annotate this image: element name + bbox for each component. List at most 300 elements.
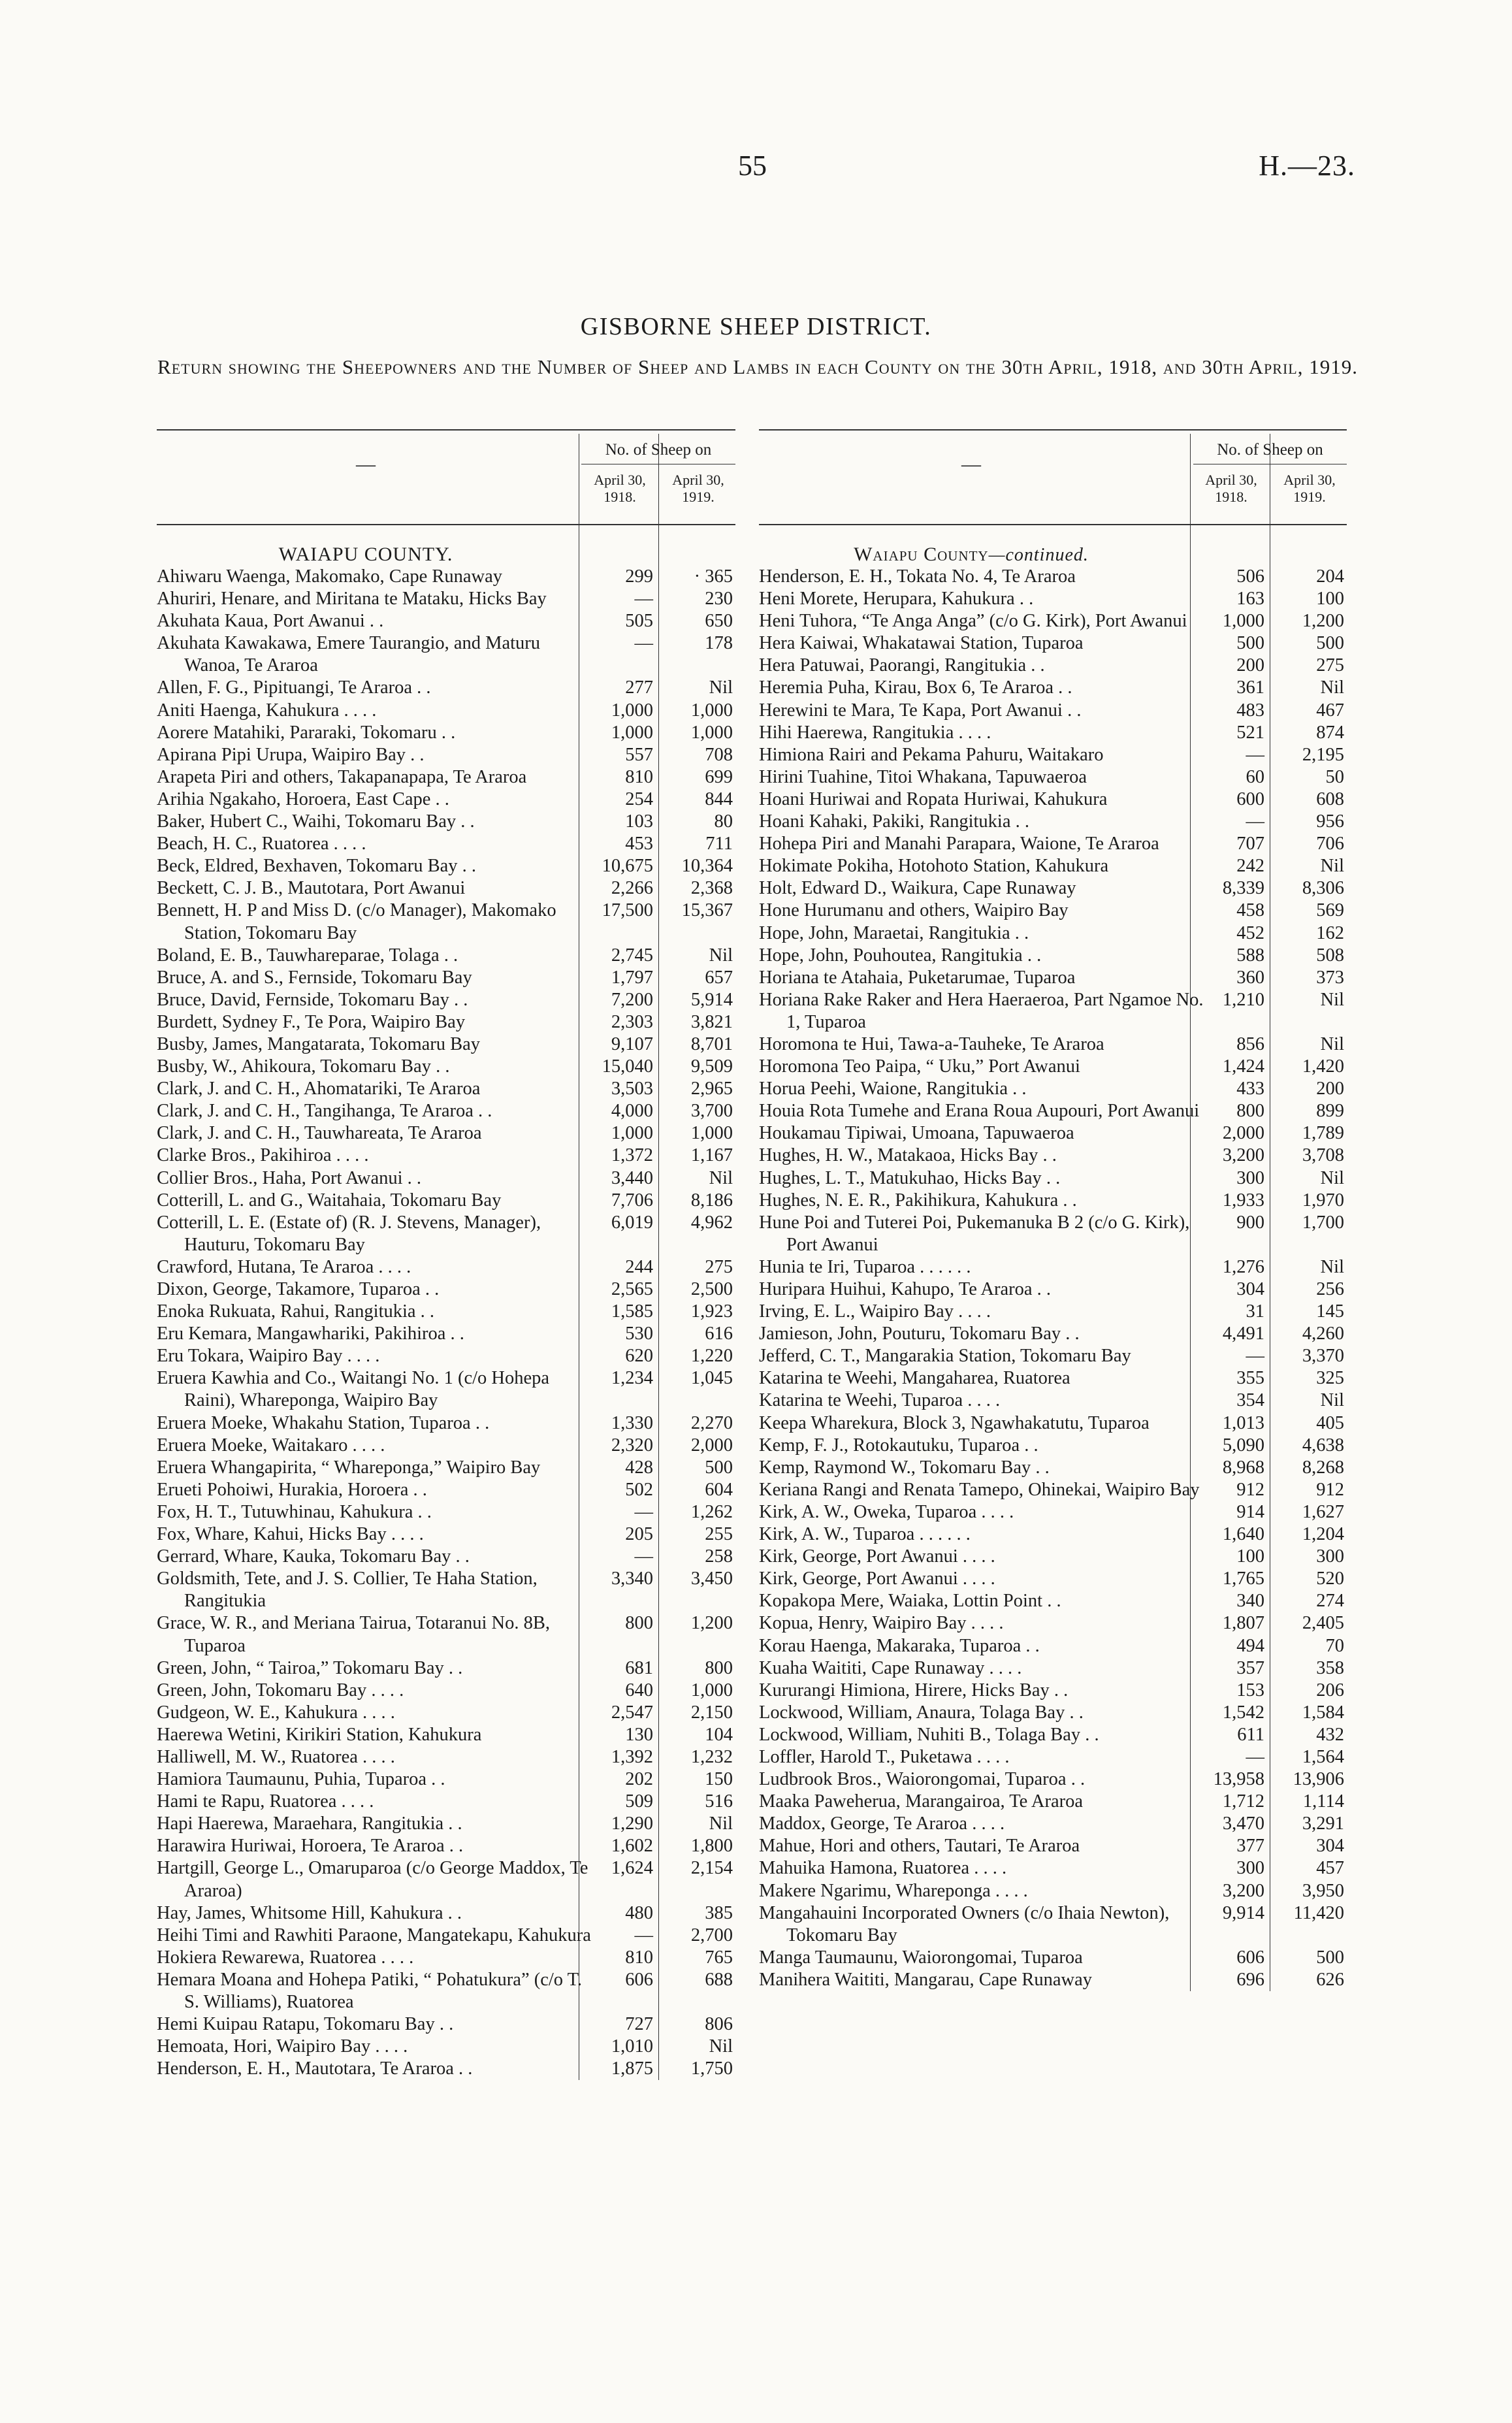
left-table [157,434,735,2080]
sheep-1919: 274 [1316,1591,1344,1612]
owner-name: Holt, Edward D., Waikura, Cape Runaway [759,878,1076,899]
sheep-1919: 230 [705,589,733,610]
table-row [759,1367,1347,1390]
table-row [759,1590,1347,1612]
owner-name: Allen, F. G., Pipituangi, Te Araroa . . [157,677,431,698]
sheep-1919: 70 [1325,1635,1344,1656]
sheep-1918: 557 [625,744,653,765]
owner-name: Maddox, George, Te Araroa . . . . [759,1813,1005,1834]
owner-name: Kururangi Himiona, Hirere, Hicks Bay . . [759,1680,1069,1700]
sheep-1918: 3,200 [1222,1145,1264,1166]
owner-name: Clark, J. and C. H., Tauwhareata, Te Araroa [157,1123,482,1144]
sheep-1919: 1,000 [690,1680,733,1700]
sheep-1918: 1,000 [1222,611,1264,632]
sheep-1918: 912 [1236,1479,1264,1500]
table-row [759,1947,1347,1969]
table-row [759,1702,1347,1724]
table-row [759,1523,1347,1546]
owner-name: Kirk, George, Port Awanui . . . . [759,1546,995,1567]
sheep-1919: 500 [1316,1947,1344,1968]
owner-name: Kirk, A. W., Oweka, Tuparoa . . . . [759,1501,1014,1522]
table-row [759,1345,1347,1367]
table-row [759,1612,1347,1634]
sheep-1919: 699 [705,766,733,787]
sheep-1919: Nil [709,945,733,966]
sheep-1918: 500 [1236,633,1264,654]
sheep-1918: 5,090 [1222,1435,1264,1455]
table-row [759,989,1347,1033]
owner-name: Gerrard, Whare, Kauka, Tokomaru Bay . . [157,1546,470,1567]
sheep-1919: 626 [1316,1969,1344,1990]
sheep-1919: 8,701 [690,1033,733,1054]
top-rule-left [157,429,735,431]
owner-name: Herewini te Mara, Te Kapa, Port Awanui . . [759,700,1082,721]
sheep-1918: 1,542 [1222,1702,1264,1723]
sheep-1919: 8,186 [690,1190,733,1211]
sheep-1919: 3,370 [1302,1346,1344,1367]
sheep-1919: 8,306 [1302,878,1344,899]
sheep-1918: 4,491 [1222,1324,1264,1344]
sheep-1918: 100 [1236,1546,1264,1567]
table-row [759,1212,1347,1256]
sheep-1919: 1,200 [1302,611,1344,632]
sheep-1919: 1,800 [690,1836,733,1857]
sheep-1918: 1,392 [611,1746,653,1767]
sheep-1919: 5,914 [690,989,733,1010]
table-row [157,855,735,877]
sheep-1918: 299 [625,566,653,587]
table-row [759,566,1347,588]
owner-name: Bruce, A. and S., Fernside, Tokomaru Bay [157,967,472,988]
owner-name: Hughes, L. T., Matukuhao, Hicks Bay . . [759,1167,1061,1188]
table-row [157,1902,735,1925]
sheep-1919: 708 [705,744,733,765]
owner-name: Mangahauini Incorporated Owners (c/o Ihaia Newton), Tokomaru Bay [759,1902,1170,1945]
sheep-1918: 588 [1236,945,1264,966]
table-row [759,855,1347,877]
owner-name: Ahiwaru Waenga, Makomako, Cape Runaway [157,566,503,587]
table-row [157,1568,735,1612]
owner-name: Henderson, E. H., Mautotara, Te Araroa . . [157,2058,473,2079]
sheep-1918: 727 [625,2014,653,2035]
top-rule-right [759,429,1347,431]
table-row [157,2013,735,2036]
sheep-1918: 202 [625,1769,653,1790]
owner-name: Hartgill, George L., Omaruparoa (c/o George Maddox, Te Araroa) [157,1858,588,1901]
sheep-1918: 433 [1236,1079,1264,1099]
sheep-1918: 480 [625,1902,653,1923]
table-row [759,900,1347,922]
owner-name: Korau Haenga, Makaraka, Tuparoa . . [759,1635,1040,1656]
table-row [157,632,735,677]
sheep-1918: 3,470 [1222,1813,1264,1834]
sheep-1919: 9,509 [690,1056,733,1077]
sheep-1918: 900 [1236,1212,1264,1233]
owner-name: Enoka Rukuata, Rahui, Rangitukia . . [157,1301,435,1322]
sheep-1919: Nil [1320,677,1344,698]
table-row [157,1813,735,1835]
sheep-1919: 150 [705,1769,733,1790]
sheep-1918: 1,276 [1222,1256,1264,1277]
sheep-1918: 707 [1236,834,1264,854]
owner-name: Kopakopa Mere, Waiaka, Lottin Point . . [759,1591,1061,1612]
sheep-1918: 1,933 [1222,1190,1264,1211]
table-row [157,588,735,610]
sheep-1919: 10,364 [681,856,733,877]
sheep-1918: 458 [1236,900,1264,921]
owner-name: Aniti Haenga, Kahukura . . . . [157,700,377,721]
sheep-1919: 1,000 [690,722,733,743]
owner-name: Irving, E. L., Waipiro Bay . . . . [759,1301,991,1322]
sheep-1919: 3,821 [690,1011,733,1032]
owner-name: Aorere Matahiki, Pararaki, Tokomaru . . [157,722,456,743]
sheep-1919: Nil [709,2036,733,2057]
sheep-1919: 373 [1316,967,1344,988]
sheep-1918: 502 [625,1479,653,1500]
owner-name: Hirini Tuahine, Titoi Whakana, Tapuwaeroa [759,766,1087,787]
table-row [157,1078,735,1100]
sheep-1918: 1,585 [611,1301,653,1322]
sheep-1918: — [634,589,653,610]
table-row [157,1680,735,1702]
owner-name: Busby, James, Mangatarata, Tokomaru Bay [157,1033,481,1054]
sheep-1918: — [1246,744,1264,765]
owner-name: Hamiora Taumaunu, Puhia, Tuparoa . . [157,1769,445,1790]
sheep-1918: 4,000 [611,1101,653,1122]
sheep-1919: 1,232 [690,1746,733,1767]
sheep-1919: Nil [709,677,733,698]
sheep-1918: 242 [1236,856,1264,877]
sheep-1919: 844 [705,789,733,809]
owner-name: Eruera Moeke, Whakahu Station, Tuparoa . . [157,1412,490,1433]
sheep-1918: 354 [1236,1390,1264,1411]
sheep-1918: 640 [625,1680,653,1700]
owner-name: Hami te Rapu, Ruatorea . . . . [157,1791,374,1812]
sheep-1918: 1,602 [611,1836,653,1857]
sheep-1918: 530 [625,1324,653,1344]
owner-name: Hera Kaiwai, Whakatawai Station, Tuparoa [759,633,1084,654]
sheep-1919: 15,367 [681,900,733,921]
sheep-1919: 608 [1316,789,1344,809]
sheep-1918: 254 [625,789,653,809]
header-dash: — [961,453,981,475]
sheep-1918: 2,000 [1222,1123,1264,1144]
table-row [759,1546,1347,1568]
sheep-1919: 2,000 [690,1435,733,1455]
table-row [759,1078,1347,1100]
owner-name: Manga Taumaunu, Waiorongomai, Tuparoa [759,1947,1083,1968]
sheep-1918: 506 [1236,566,1264,587]
sheep-1918: 453 [625,834,653,854]
sheep-1918: 7,706 [611,1190,653,1211]
table-row [759,1657,1347,1680]
sheep-1919: 1,700 [1302,1212,1344,1233]
sheep-1919: 8,268 [1302,1457,1344,1478]
sheep-1918: 200 [1236,655,1264,676]
sheep-1918: 205 [625,1524,653,1545]
sheep-1918: — [1246,1746,1264,1767]
sheep-1918: 1,424 [1222,1056,1264,1077]
table-row [759,1479,1347,1501]
table-row [157,1724,735,1746]
table-row [759,744,1347,766]
sheep-1918: 1,797 [611,967,653,988]
owner-name: Hoani Huriwai and Ropata Huriwai, Kahukura [759,789,1108,809]
sheep-1919: 500 [1316,633,1344,654]
page-subtitle: Return showing the Sheepowners and the Number of Sheep and Lambs in each County on the 30th April, 1918, and 30th April, 1919. [157,355,1358,378]
owner-name: Hokimate Pokiha, Hotohoto Station, Kahukura [759,856,1109,877]
sheep-1919: 2,150 [690,1702,733,1723]
sheep-1919: 325 [1316,1368,1344,1389]
table-row [759,1190,1347,1212]
sheep-1918: 3,440 [611,1167,653,1188]
owner-name: Horomona Teo Paipa, “ Uku,” Port Awanui [759,1056,1080,1077]
table-row [157,722,735,744]
owner-name: Hera Patuwai, Paorangi, Rangitukia . . [759,655,1045,676]
owner-name: Bennett, H. P and Miss D. (c/o Manager), Makomako Station, Tokomaru Bay [157,900,556,943]
owner-name: Crawford, Hutana, Te Araroa . . . . [157,1256,411,1277]
sheep-1918: 428 [625,1457,653,1478]
sheep-1919: 657 [705,967,733,988]
table-row [759,1880,1347,1902]
table-row [157,1011,735,1033]
sheep-1919: 520 [1316,1569,1344,1589]
table-row [759,967,1347,989]
sheep-1918: 377 [1236,1836,1264,1857]
owner-name: Katarina te Weehi, Mangaharea, Ruatorea [759,1368,1070,1389]
page-number: 55 [738,150,767,182]
sheep-1919: 899 [1316,1101,1344,1122]
sheep-1919: 1,204 [1302,1524,1344,1545]
sheep-1919: 2,270 [690,1412,733,1433]
table-row [157,811,735,833]
owner-name: Mahue, Hori and others, Tautari, Te Araroa [759,1836,1080,1857]
owner-name: Halliwell, M. W., Ruatorea . . . . [157,1746,395,1767]
sheep-1919: 200 [1316,1079,1344,1099]
county-heading-continued [759,525,1183,566]
table-row [759,1635,1347,1657]
sheep-1919: 1,045 [690,1368,733,1389]
sheep-1919: 100 [1316,589,1344,610]
sheep-1919: 4,962 [690,1212,733,1233]
owner-name: Hope, John, Pouhoutea, Rangitukia . . [759,945,1042,966]
table-row [157,1947,735,1969]
continued-label: —continued. [988,545,1089,565]
table-row [157,1122,735,1145]
sheep-1918: 1,000 [611,700,653,721]
table-row [759,811,1347,833]
table-row [157,1145,735,1167]
sheep-1918: 31 [1246,1301,1264,1322]
sheep-1918: 1,372 [611,1145,653,1166]
sheep-1918: 244 [625,1256,653,1277]
table-row [759,1724,1347,1746]
sheep-1919: 1,000 [690,1123,733,1144]
sheep-1918: 361 [1236,677,1264,698]
sheep-1918: 810 [625,1947,653,1968]
sheep-1918: 300 [1236,1167,1264,1188]
sheep-1918: 3,200 [1222,1880,1264,1901]
year-1918-header: April 30, 1918. [594,472,646,505]
owner-name: Eruera Moeke, Waitakaro . . . . [157,1435,385,1455]
sheep-1918: — [1246,811,1264,832]
owner-name: Hay, James, Whitsome Hill, Kahukura . . [157,1902,462,1923]
sheep-1918: 357 [1236,1657,1264,1678]
sheep-1919: 500 [705,1457,733,1478]
sheep-1918: 1,010 [611,2036,653,2057]
table-row [157,1501,735,1523]
sheep-1919: 145 [1316,1301,1344,1322]
owner-name: Beck, Eldred, Bexhaven, Tokomaru Bay . . [157,856,476,877]
no-of-sheep-header: No. of Sheep on [581,436,735,464]
owner-name: Kirk, A. W., Tuparoa . . . . . . [759,1524,971,1545]
table-row [759,1122,1347,1145]
table-row [157,1457,735,1479]
sheep-1918: 6,019 [611,1212,653,1233]
sheep-1918: 130 [625,1724,653,1745]
sheep-1918: 452 [1236,922,1264,943]
owner-name: Horomona te Hui, Tawa-a-Tauheke, Te Araroa [759,1033,1104,1054]
county-heading: WAIAPU COUNTY. [278,544,453,565]
table-row [759,1568,1347,1590]
sheep-1919: Nil [1320,1033,1344,1054]
sheep-1919: 1,627 [1302,1501,1344,1522]
table-row [759,1100,1347,1122]
sheep-1918: — [634,633,653,654]
owner-name: Hemoata, Hori, Waipiro Bay . . . . [157,2036,408,2057]
sheep-1918: — [634,1925,653,1945]
owner-name: Hokiera Rewarewa, Ruatorea . . . . [157,1947,414,1968]
sheep-1919: 4,638 [1302,1435,1344,1455]
sheep-1919: 1,200 [690,1613,733,1634]
table-row [157,1412,735,1435]
sheep-1919: 258 [705,1546,733,1567]
sheep-1918: 2,303 [611,1011,653,1032]
owner-name: Collier Bros., Haha, Port Awanui . . [157,1167,422,1188]
table-row [759,1902,1347,1947]
table-row [157,1301,735,1323]
owner-name: Hoani Kahaki, Pakiki, Rangitukia . . [759,811,1029,832]
sheep-1919: Nil [1320,1390,1344,1411]
sheep-1919: 1,750 [690,2058,733,2079]
table-row [759,1256,1347,1278]
owner-name: Katarina te Weehi, Tuparoa . . . . [759,1390,1001,1411]
sheep-1919: 3,708 [1302,1145,1344,1166]
owner-name: Kirk, George, Port Awanui . . . . [759,1569,995,1589]
sheep-1918: 2,320 [611,1435,653,1455]
table-row [157,1657,735,1680]
table-row [759,722,1347,744]
table-row [759,1791,1347,1813]
table-row [759,1768,1347,1791]
sheep-1919: 204 [1316,566,1344,587]
table-row [759,1501,1347,1523]
sheep-1918: 8,339 [1222,878,1264,899]
table-row [759,789,1347,811]
sheep-1919: 467 [1316,700,1344,721]
table-row [759,1323,1347,1345]
page-title: GISBORNE SHEEP DISTRICT. [580,313,932,340]
document-reference: H.—23. [1259,150,1355,182]
owner-name: Mahuika Hamona, Ruatorea . . . . [759,1858,1007,1879]
owner-name: Heihi Timi and Rawhiti Paraone, Mangatekapu, Kahukura [157,1925,591,1945]
sheep-1919: 616 [705,1324,733,1344]
sheep-1918: 600 [1236,789,1264,809]
table-row [157,1857,735,1902]
sheep-1919: 874 [1316,722,1344,743]
table-row [759,632,1347,655]
owner-name: Green, John, Tokomaru Bay . . . . [157,1680,404,1700]
sheep-1919: 275 [1316,655,1344,676]
owner-name: Hune Poi and Tuterei Poi, Pukemanuka B 2 (c/o G. Kirk), Port Awanui [759,1212,1190,1255]
sheep-1919: 206 [1316,1680,1344,1700]
sheep-1918: 3,340 [611,1569,653,1589]
sheep-1919: 912 [1316,1479,1344,1500]
sheep-1918: 509 [625,1791,653,1812]
sheep-1918: 8,968 [1222,1457,1264,1478]
owner-name: Fox, Whare, Kahui, Hicks Bay . . . . [157,1524,424,1545]
owner-name: Jefferd, C. T., Mangarakia Station, Tokomaru Bay [759,1346,1131,1367]
sheep-1918: — [634,1501,653,1522]
table-row [157,945,735,967]
sheep-1919: 650 [705,611,733,632]
table-row [157,1969,735,2013]
owner-name: Houkamau Tipiwai, Umoana, Tapuwaeroa [759,1123,1074,1144]
sheep-1919: 405 [1316,1412,1344,1433]
no-of-sheep-header: No. of Sheep on [1193,436,1347,464]
sheep-1918: 494 [1236,1635,1264,1656]
owner-name: Beckett, C. J. B., Mautotara, Port Awanui [157,878,466,899]
owner-name: Keepa Wharekura, Block 3, Ngawhakatutu, Tuparoa [759,1412,1150,1433]
sheep-1918: 13,958 [1213,1769,1264,1790]
sheep-1918: 1,875 [611,2058,653,2079]
sheep-1919: 1,923 [690,1301,733,1322]
sheep-1918: 1,624 [611,1858,653,1879]
sheep-1918: 2,745 [611,945,653,966]
owner-name: Arihia Ngakaho, Horoera, East Cape . . [157,789,449,809]
year-1919-header: April 30, 1919. [1283,472,1336,505]
sheep-1919: 457 [1316,1858,1344,1879]
sheep-1919: 104 [705,1724,733,1745]
table-row [157,1367,735,1412]
sheep-1918: 620 [625,1346,653,1367]
owner-name: Akuhata Kaua, Port Awanui . . [157,611,384,632]
owner-name: Eru Tokara, Waipiro Bay . . . . [157,1346,380,1367]
table-row [157,1702,735,1724]
table-row [759,700,1347,722]
owner-name: Kuaha Waititi, Cape Runaway . . . . [759,1657,1022,1678]
owner-name: Makere Ngarimu, Whareponga . . . . [759,1880,1028,1901]
table-row [157,1100,735,1122]
table-row [157,1435,735,1457]
owner-name: Haerewa Wetini, Kirikiri Station, Kahukura [157,1724,482,1745]
table-row [157,900,735,944]
sheep-1919: 178 [705,633,733,654]
sheep-1918: 521 [1236,722,1264,743]
sheep-1918: 1,712 [1222,1791,1264,1812]
sheep-1918: 696 [1236,1969,1264,1990]
owner-name: Burdett, Sydney F., Te Pora, Waipiro Bay [157,1011,466,1032]
owner-name: Gudgeon, W. E., Kahukura . . . . [157,1702,395,1723]
sheep-1919: Nil [1320,1256,1344,1277]
table-row [157,744,735,766]
sheep-1918: 611 [1237,1724,1264,1745]
sheep-1919: 706 [1316,834,1344,854]
table-header [157,434,735,525]
sheep-1918: 355 [1236,1368,1264,1389]
table-row [759,1390,1347,1412]
sheep-1918: 505 [625,611,653,632]
